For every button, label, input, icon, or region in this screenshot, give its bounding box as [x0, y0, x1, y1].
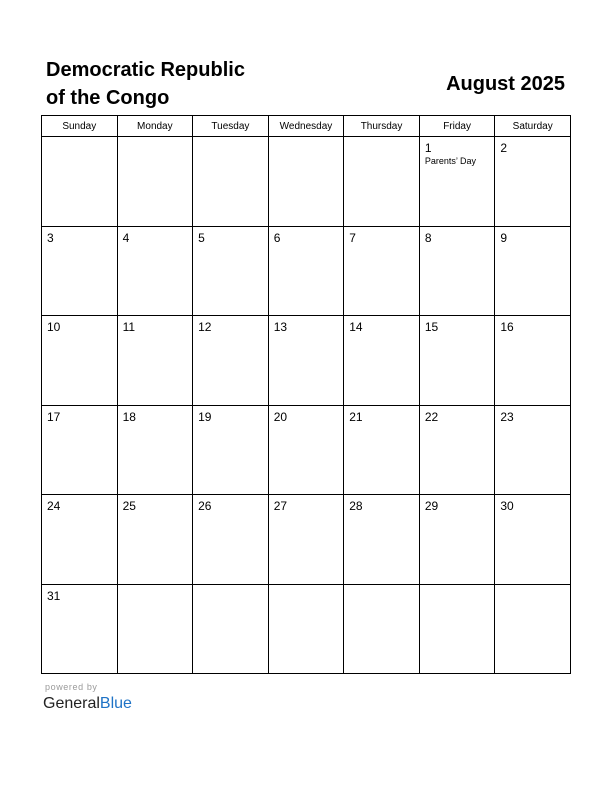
- day-cell: [344, 405, 420, 495]
- day-number: 29: [424, 499, 439, 513]
- day-cell: [268, 495, 344, 585]
- day-cell: [419, 584, 495, 674]
- day-cell: [344, 584, 420, 674]
- day-number: 13: [273, 320, 288, 334]
- weekday-header: Friday: [419, 116, 495, 137]
- day-cell: [117, 226, 193, 316]
- day-cell: [419, 316, 495, 406]
- day-number: 30: [500, 499, 514, 513]
- day-number: 16: [500, 320, 514, 334]
- day-number: 3: [47, 230, 54, 245]
- month-title: August 2025: [446, 73, 565, 95]
- day-cell: [495, 495, 571, 585]
- day-cell: [42, 405, 118, 495]
- day-cell: [495, 405, 571, 495]
- country-title-line2: of the Congo: [46, 87, 170, 109]
- day-number: 17: [47, 409, 61, 424]
- day-number: 12: [198, 320, 212, 334]
- day-cell: [42, 584, 118, 674]
- day-cell: [419, 495, 495, 585]
- weekday-header-row: [42, 116, 571, 137]
- day-number: 19: [198, 409, 212, 424]
- day-number: 15: [424, 320, 439, 334]
- day-cell: [117, 584, 193, 674]
- holiday-label: Parents’ Day: [424, 156, 476, 166]
- day-cell: [193, 495, 269, 585]
- day-cell: [495, 137, 571, 227]
- day-number: 7: [349, 230, 356, 245]
- day-cell: [193, 226, 269, 316]
- day-cell: [268, 316, 344, 406]
- weekday-header: Saturday: [495, 116, 571, 137]
- day-number: 6: [273, 230, 281, 245]
- country-title-line1: Democratic Republic: [46, 59, 245, 81]
- day-cell: [42, 226, 118, 316]
- day-cell: [193, 405, 269, 495]
- day-number: 1: [424, 141, 432, 155]
- day-cell: [344, 495, 420, 585]
- day-cell: [419, 226, 495, 316]
- week-row: [42, 405, 571, 495]
- day-cell: [344, 316, 420, 406]
- day-number: 21: [349, 409, 363, 424]
- day-number: 2: [500, 141, 508, 155]
- day-cell: [268, 226, 344, 316]
- weekday-header: Wednesday: [268, 116, 344, 137]
- day-cell: [419, 137, 495, 227]
- brand-general-text: General: [43, 695, 100, 712]
- day-number: 8: [424, 230, 432, 245]
- powered-by-text: powered by: [45, 682, 98, 692]
- day-number: 4: [122, 230, 130, 245]
- weekday-header: Tuesday: [193, 116, 269, 137]
- week-row: [42, 316, 571, 406]
- day-cell: [268, 584, 344, 674]
- day-cell: [117, 495, 193, 585]
- day-cell: [268, 405, 344, 495]
- day-cell: [42, 137, 118, 227]
- day-number: 24: [47, 499, 61, 513]
- day-number: 25: [122, 499, 136, 513]
- day-cell: [495, 316, 571, 406]
- week-row: [42, 226, 571, 316]
- day-number: 20: [273, 409, 288, 424]
- day-number: 27: [273, 499, 288, 513]
- footer-branding: [43, 682, 132, 714]
- day-cell: [117, 137, 193, 227]
- day-number: 28: [349, 499, 363, 513]
- week-row: [42, 137, 571, 227]
- day-cell: [117, 316, 193, 406]
- day-cell: [42, 495, 118, 585]
- day-number: 5: [198, 230, 205, 245]
- day-cell: [268, 137, 344, 227]
- day-number: 10: [47, 320, 61, 334]
- day-number: 14: [349, 320, 363, 334]
- day-number: 11: [122, 320, 136, 334]
- day-number: 26: [198, 499, 212, 513]
- day-cell: [495, 226, 571, 316]
- day-number: 23: [500, 409, 514, 424]
- week-row: [42, 584, 571, 674]
- day-number: 9: [500, 230, 508, 245]
- day-cell: [419, 405, 495, 495]
- day-cell: [42, 316, 118, 406]
- brand-blue-text: Blue: [99, 695, 132, 712]
- weekday-header: Monday: [117, 116, 193, 137]
- day-cell: [495, 584, 571, 674]
- day-cell: [344, 137, 420, 227]
- day-cell: [193, 137, 269, 227]
- weekday-header: Thursday: [344, 116, 420, 137]
- day-cell: [117, 405, 193, 495]
- day-cell: [344, 226, 420, 316]
- day-cell: [193, 584, 269, 674]
- day-number: 22: [424, 409, 439, 424]
- day-number: 18: [122, 409, 136, 424]
- day-cell: [193, 316, 269, 406]
- generalblue-logo[interactable]: [43, 694, 132, 714]
- day-number: 31: [47, 588, 61, 603]
- calendar-grid: [41, 115, 571, 674]
- country-title: [46, 56, 306, 112]
- weekday-header: Sunday: [42, 116, 118, 137]
- week-row: [42, 495, 571, 585]
